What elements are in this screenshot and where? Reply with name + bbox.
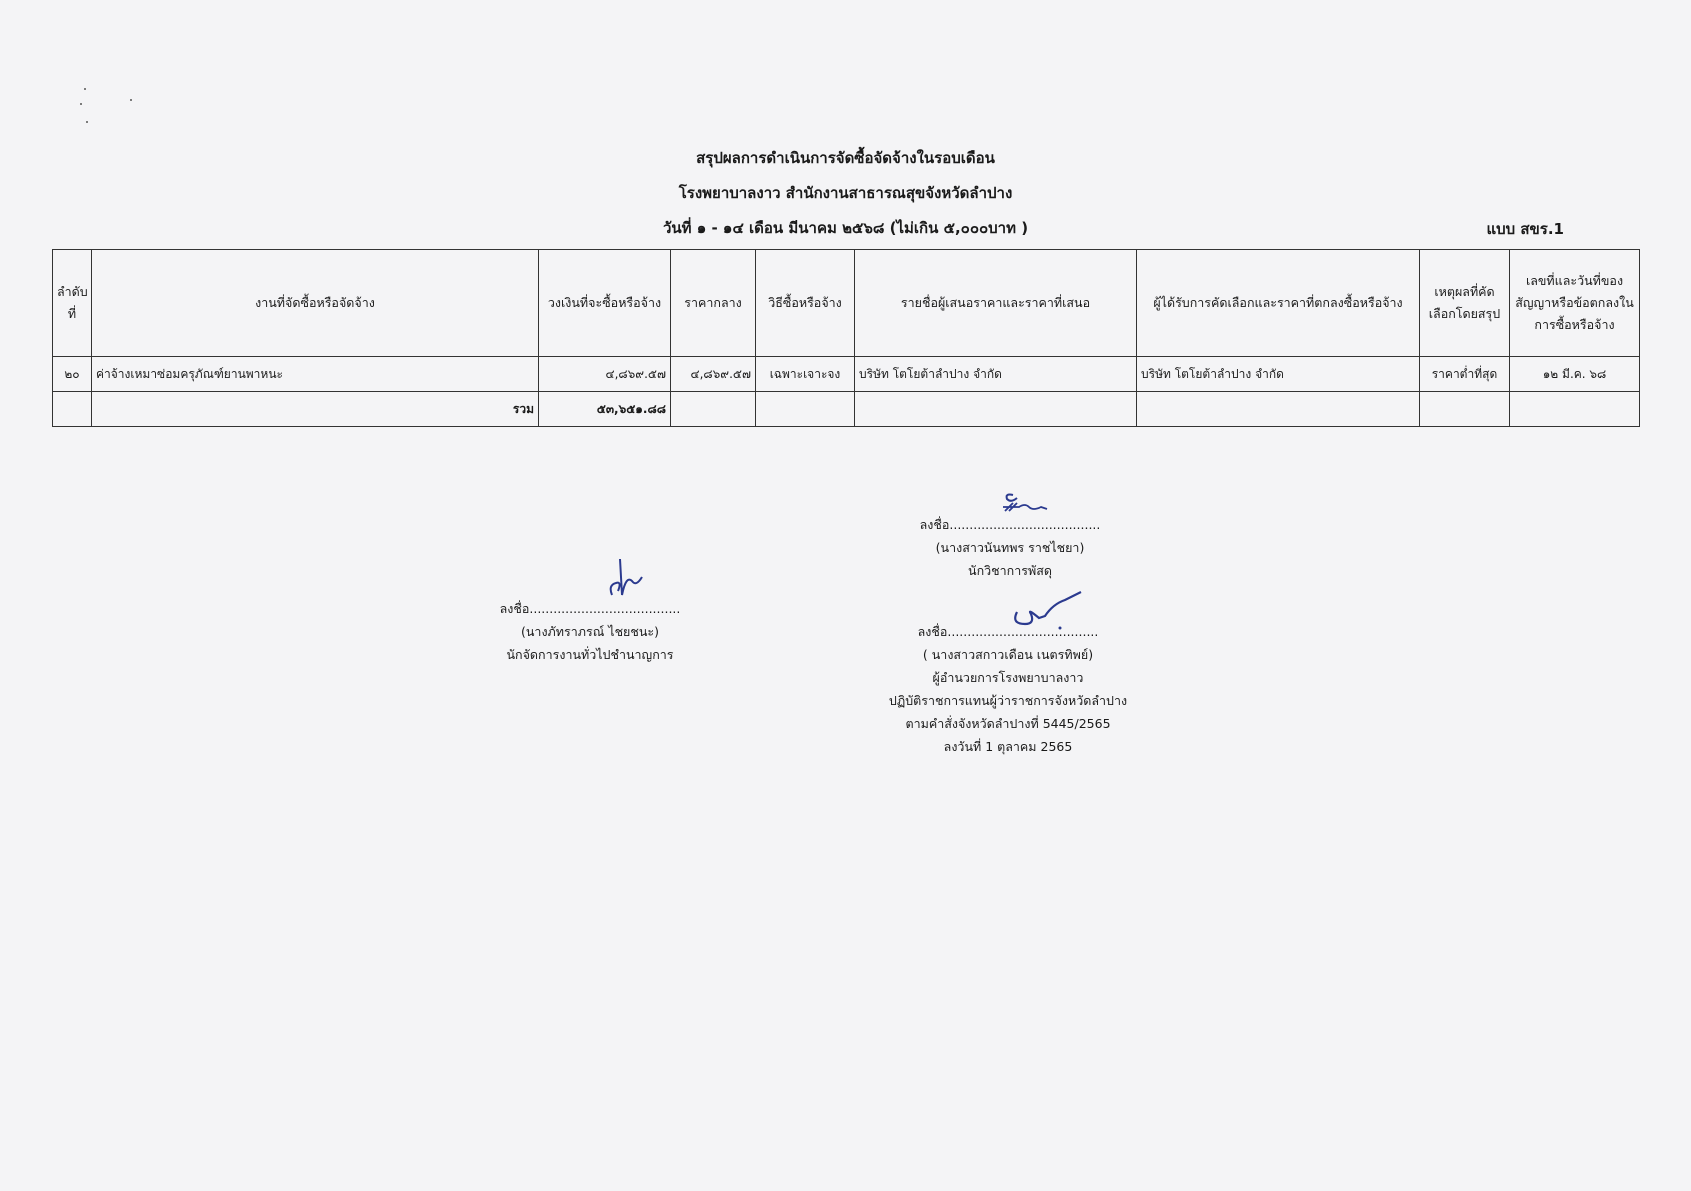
director-sign-line: ลงชื่อ...................................... (917, 624, 1099, 639)
col-header-no: ลำดับที่ (53, 250, 92, 357)
cell-empty (671, 392, 756, 427)
officer-position: นักวิชาการพัสดุ (968, 563, 1052, 578)
cell-no: ๒๐ (53, 357, 92, 392)
col-header-median-price: ราคากลาง (671, 250, 756, 357)
cell-selected: บริษัท โตโยต้าลำปาง จำกัด (1137, 357, 1420, 392)
table-header-row (53, 250, 1640, 357)
document-title: สรุปผลการดำเนินการจัดซื้อจัดจ้างในรอบเดือน (696, 149, 995, 167)
procurement-summary-table (52, 249, 1640, 427)
sign-prefix: ลงชื่อ (919, 517, 950, 532)
director-order: ตามคำสั่งจังหวัดลำปางที่ 5445/2565 (905, 716, 1111, 731)
scan-speck (86, 121, 88, 123)
col-header-method: วิธีซื้อหรือจ้าง (756, 250, 855, 357)
sign-prefix: ลงชื่อ (499, 601, 530, 616)
scan-speck (84, 88, 86, 90)
officer-name: (นางสาวนันทพร ราชไชยา) (935, 540, 1085, 555)
table-total-row (53, 392, 1640, 427)
col-header-item: งานที่จัดซื้อหรือจัดจ้าง (92, 250, 539, 357)
scan-speck (130, 99, 132, 101)
cell-contract: ๑๒ มี.ค. ๖๘ (1510, 357, 1640, 392)
total-label: รวม (92, 392, 539, 427)
form-code: แบบ สขร.1 (1486, 220, 1564, 238)
table-row (53, 357, 1640, 392)
cell-empty (855, 392, 1137, 427)
admin-position: นักจัดการงานทั่วไปชำนาญการ (506, 647, 674, 662)
sign-prefix: ลงชื่อ (917, 624, 948, 639)
cell-empty (1137, 392, 1420, 427)
cell-item: ค่าจ้างเหมาซ่อมครุภัณฑ์ยานพาหนะ (92, 357, 539, 392)
cell-empty (1420, 392, 1510, 427)
officer-sign-line: ลงชื่อ...................................... (919, 517, 1101, 532)
director-signature-block (868, 620, 1148, 758)
officer-signature-block (880, 513, 1140, 582)
total-value: ๕๓,๖๕๑.๘๘ (539, 392, 671, 427)
cell-empty (53, 392, 92, 427)
col-header-contract: เลขที่และวันที่ของสัญญาหรือข้อตกลงในการซื้อหรือจ้าง (1510, 250, 1640, 357)
director-acting: ปฏิบัติราชการแทนผู้ว่าราชการจังหวัดลำปาง (888, 693, 1128, 708)
admin-sign-line: ลงชื่อ...................................... (499, 601, 681, 616)
scan-speck (80, 103, 82, 105)
col-header-reason: เหตุผลที่คัดเลือกโดยสรุป (1420, 250, 1510, 357)
document-organization: โรงพยาบาลงาว สำนักงานสาธารณสุขจังหวัดลำปาง (678, 184, 1013, 202)
cell-empty (1510, 392, 1640, 427)
admin-signature-block (470, 597, 710, 666)
cell-median-price: ๔,๘๖๙.๕๗ (671, 357, 756, 392)
director-order-date: ลงวันที่ 1 ตุลาคม 2565 (943, 739, 1073, 754)
document-period: วันที่ ๑ - ๑๔ เดือน มีนาคม ๒๕๖๘ (ไม่เกิน ๕,๐๐๐บาท ) (662, 219, 1029, 237)
cell-bidders: บริษัท โตโยต้าลำปาง จำกัด (855, 357, 1137, 392)
col-header-budget: วงเงินที่จะซื้อหรือจ้าง (539, 250, 671, 357)
col-header-selected: ผู้ได้รับการคัดเลือกและราคาที่ตกลงซื้อหรือจ้าง (1137, 250, 1420, 357)
cell-empty (756, 392, 855, 427)
cell-reason: ราคาต่ำที่สุด (1420, 357, 1510, 392)
admin-name: (นางภัทราภรณ์ ไชยชนะ) (521, 624, 659, 639)
col-header-bidders: รายชื่อผู้เสนอราคาและราคาที่เสนอ (855, 250, 1137, 357)
cell-budget: ๔,๘๖๙.๕๗ (539, 357, 671, 392)
cell-method: เฉพาะเจาะจง (756, 357, 855, 392)
director-name: ( นางสาวสกาวเดือน เนตรทิพย์) (922, 647, 1094, 662)
director-position: ผู้อำนวยการโรงพยาบาลงาว (932, 670, 1084, 685)
